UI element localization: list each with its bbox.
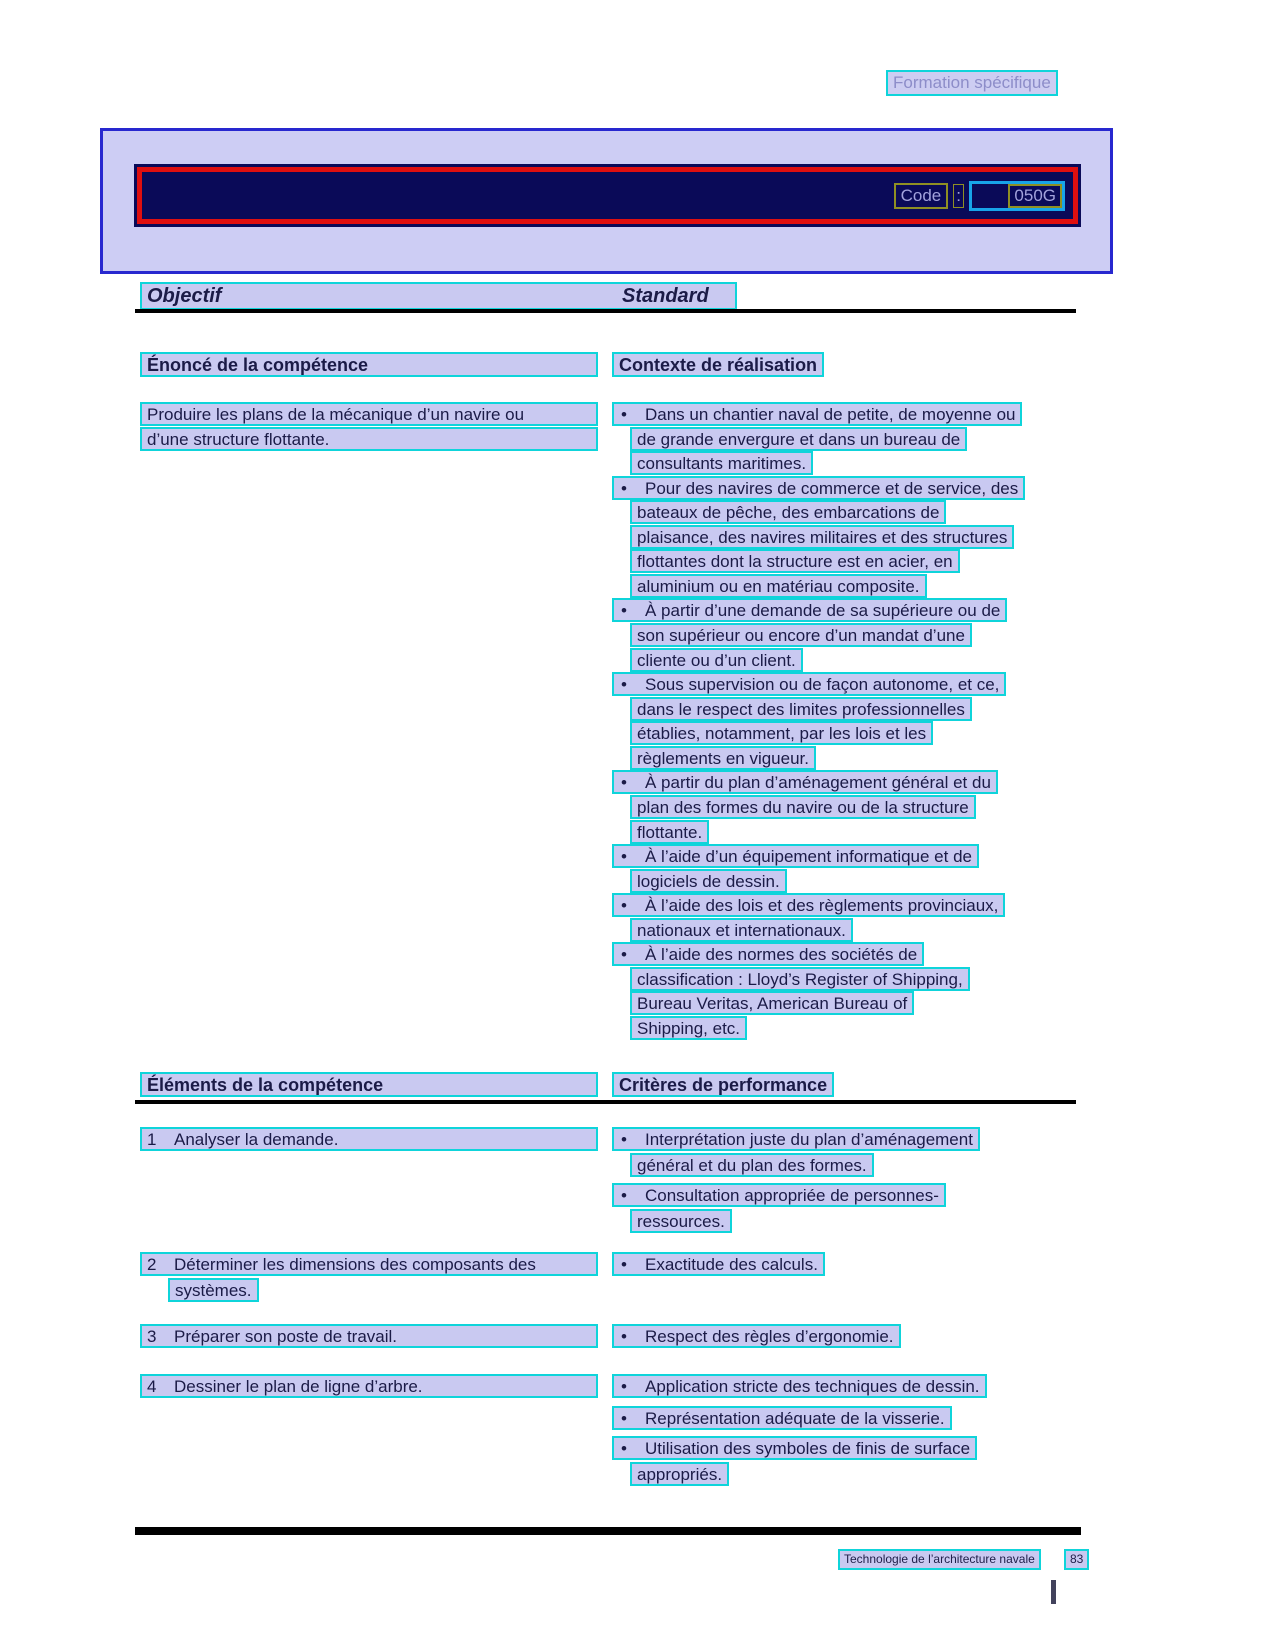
criterion-line: général et du plan des formes. [630, 1153, 874, 1177]
bullet-line: plaisance, des navires militaires et des structures [630, 525, 1014, 549]
enonce-heading: Énoncé de la compétence [140, 352, 598, 377]
element-label-line: systèmes. [168, 1278, 259, 1302]
elements-rule [135, 1100, 1076, 1104]
bullet-line: consultants maritimes. [630, 451, 813, 475]
bullet-line [612, 476, 1025, 500]
bullet-icon: • [621, 1130, 627, 1149]
bullet-text: À l’aide d’un équipement informatique et de [645, 847, 972, 866]
bullet-line [612, 672, 1006, 696]
code-value-box [969, 181, 1065, 211]
element-number: 3 [147, 1327, 157, 1346]
bullet-line [612, 844, 979, 868]
bullet-text: À partir d’une demande de sa supérieure ou de [645, 601, 1001, 620]
bullet-line: logiciels de dessin. [630, 869, 787, 893]
element-label: Dessiner le plan de ligne d’arbre. [174, 1377, 423, 1396]
bullet-line: classification : Lloyd’s Register of Shipping, [630, 967, 970, 991]
bullet-line: de grande envergure et dans un bureau de [630, 427, 967, 451]
bullet-line: dans le respect des limites professionnelles [630, 697, 972, 721]
enonce-line: d’une structure flottante. [140, 427, 598, 451]
bullet-line: flottantes dont la structure est en acier, en [630, 549, 960, 573]
bullet-icon: • [621, 1186, 627, 1205]
bullet-text: À partir du plan d’aménagement général et du [645, 773, 991, 792]
element-label: Préparer son poste de travail. [174, 1327, 398, 1346]
criteres-heading: Critères de performance [612, 1072, 834, 1097]
bullet-icon: • [621, 675, 627, 694]
bullet-icon: • [621, 479, 627, 498]
bullet-icon: • [621, 1377, 627, 1396]
element-row [140, 1127, 598, 1151]
bullet-line: aluminium ou en matériau composite. [630, 574, 927, 598]
element-number: 2 [147, 1255, 157, 1274]
section-heading-row [140, 282, 737, 310]
element-row [140, 1252, 598, 1276]
criterion-line [612, 1127, 980, 1151]
bullet-line [612, 770, 998, 794]
element-label: Analyser la demande. [174, 1130, 339, 1149]
criterion-text: Exactitude des calculs. [645, 1255, 818, 1274]
bullet-icon: • [621, 773, 627, 792]
criterion-line: appropriés. [630, 1462, 729, 1486]
element-number: 4 [147, 1377, 157, 1396]
footer-page-number: 83 [1064, 1549, 1089, 1570]
criterion-text: Représentation adéquate de la visserie. [645, 1409, 945, 1428]
bullet-text: Pour des navires de commerce et de service, des [645, 479, 1019, 498]
criterion-line [612, 1406, 952, 1430]
bullet-icon: • [621, 1255, 627, 1274]
bullet-icon: • [621, 601, 627, 620]
bullet-icon: • [621, 896, 627, 915]
bullet-line: nationaux et internationaux. [630, 918, 853, 942]
footer-text: Technologie de l’architecture navale [838, 1549, 1041, 1570]
bullet-line [612, 598, 1007, 622]
bullet-icon: • [621, 405, 627, 424]
bullet-line [612, 893, 1005, 917]
code-colon: : [953, 184, 964, 208]
bullet-text: À l’aide des lois et des règlements provinciaux, [645, 896, 999, 915]
element-row [140, 1324, 598, 1348]
elements-heading: Éléments de la compétence [140, 1072, 598, 1097]
code-label: Code [894, 183, 949, 209]
criterion-line [612, 1183, 946, 1207]
bullet-line: Bureau Veritas, American Bureau of [630, 991, 914, 1015]
bullet-icon: • [621, 847, 627, 866]
bullet-line: règlements en vigueur. [630, 746, 816, 770]
bullet-line: Shipping, etc. [630, 1016, 747, 1040]
bullet-line: son supérieur ou encore d’un mandat d’une [630, 623, 972, 647]
cursor-mark [1051, 1580, 1056, 1604]
criterion-line [612, 1436, 977, 1460]
title-banner [137, 167, 1078, 224]
bullet-icon: • [621, 945, 627, 964]
criterion-text: Consultation appropriée de personnes- [645, 1186, 939, 1205]
criterion-line [612, 1374, 987, 1398]
element-number: 1 [147, 1130, 157, 1149]
code-value: 050G [1008, 184, 1062, 208]
standard-heading: Standard [622, 285, 709, 307]
bullet-line [612, 402, 1022, 426]
objectif-heading: Objectif [147, 285, 222, 307]
bullet-icon: • [621, 1439, 627, 1458]
criterion-line [612, 1324, 901, 1348]
criterion-text: Utilisation des symboles de finis de surface [645, 1439, 971, 1458]
criterion-text: Application stricte des techniques de dessin. [645, 1377, 980, 1396]
page-header-label: Formation spécifique [886, 70, 1058, 96]
bullet-text: Sous supervision ou de façon autonome, et ce, [645, 675, 1000, 694]
element-row [140, 1374, 598, 1398]
contexte-heading: Contexte de réalisation [612, 352, 824, 377]
bullet-text: Dans un chantier naval de petite, de moyenne ou [645, 405, 1016, 424]
footer-rule [135, 1527, 1081, 1535]
bullet-line: plan des formes du navire ou de la structure [630, 795, 976, 819]
bullet-line: cliente ou d’un client. [630, 648, 803, 672]
heading-rule [135, 309, 1076, 313]
bullet-line: flottante. [630, 820, 709, 844]
criterion-line: ressources. [630, 1209, 732, 1233]
bullet-icon: • [621, 1409, 627, 1428]
criterion-text: Interprétation juste du plan d’aménagement [645, 1130, 973, 1149]
enonce-line: Produire les plans de la mécanique d’un navire ou [140, 402, 598, 426]
bullet-line: bateaux de pêche, des embarcations de [630, 500, 946, 524]
bullet-text: À l’aide des normes des sociétés de [645, 945, 918, 964]
bullet-line: établies, notamment, par les lois et les [630, 721, 933, 745]
criterion-line [612, 1252, 825, 1276]
bullet-icon: • [621, 1327, 627, 1346]
element-label: Déterminer les dimensions des composants des [174, 1255, 536, 1274]
criterion-text: Respect des règles d’ergonomie. [645, 1327, 894, 1346]
bullet-line [612, 942, 924, 966]
